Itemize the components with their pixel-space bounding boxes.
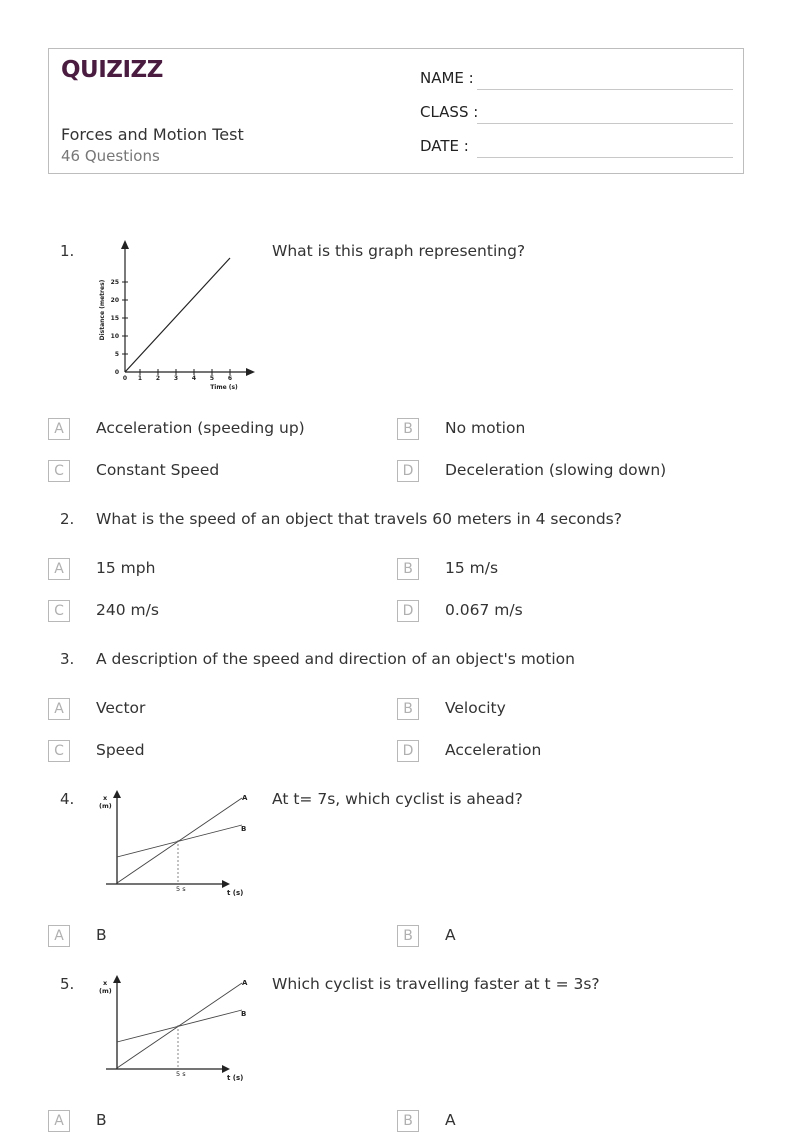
option-letter-box[interactable]: D: [397, 460, 419, 482]
option-letter-box[interactable]: D: [397, 600, 419, 622]
option-letter-box[interactable]: C: [48, 600, 70, 622]
question-number: 4.: [60, 790, 75, 808]
option-text: Constant Speed: [96, 461, 220, 479]
class-label: CLASS :: [420, 103, 479, 121]
option-letter-box[interactable]: A: [48, 418, 70, 440]
x-axis-label: t (s): [227, 889, 244, 897]
option-text: Acceleration (speeding up): [96, 419, 305, 437]
option-letter-box[interactable]: B: [397, 418, 419, 440]
distance-time-graph: [95, 238, 260, 393]
y-tick-label: 15: [110, 315, 119, 322]
class-field[interactable]: [477, 123, 733, 124]
x-tick-label: 4: [191, 375, 197, 382]
option-letter-box[interactable]: C: [48, 740, 70, 762]
line-b-label: B: [241, 825, 247, 833]
option-text: Acceleration: [445, 741, 542, 759]
time-mark: 5 s: [176, 1070, 186, 1078]
option-text: 240 m/s: [96, 601, 159, 619]
x-tick-label: 1: [137, 375, 143, 382]
option-letter-box[interactable]: B: [397, 698, 419, 720]
cyclist-position-graph: [96, 973, 256, 1085]
x-tick-label: 6: [227, 375, 233, 382]
x-tick-label: 5: [209, 375, 215, 382]
question-text: Which cyclist is travelling faster at t = 3s?: [272, 975, 600, 993]
date-field[interactable]: [477, 157, 733, 158]
x-tick-label: 0: [122, 375, 128, 382]
option-text: 0.067 m/s: [445, 601, 523, 619]
y-tick-label: 10: [110, 333, 119, 340]
y-tick-label: 20: [110, 297, 119, 304]
option-letter-box[interactable]: A: [48, 925, 70, 947]
line-a-label: A: [242, 794, 248, 802]
option-letter-box[interactable]: D: [397, 740, 419, 762]
time-mark: 5 s: [176, 885, 186, 893]
line-a-label: A: [242, 979, 248, 987]
option-text: Velocity: [445, 699, 506, 717]
option-letter-box[interactable]: B: [397, 1110, 419, 1132]
line-b-label: B: [241, 1010, 247, 1018]
question-number: 5.: [60, 975, 75, 993]
y-tick-label: 5: [114, 351, 119, 358]
option-text: Vector: [96, 699, 146, 717]
question-text: At t= 7s, which cyclist is ahead?: [272, 790, 523, 808]
question-text: A description of the speed and direction of an object's motion: [96, 650, 575, 668]
y-tick-label: 0: [114, 369, 119, 376]
option-letter-box[interactable]: C: [48, 460, 70, 482]
worksheet-header: [48, 48, 744, 174]
date-label: DATE :: [420, 137, 469, 155]
y-axis-label: Distance (metres): [99, 279, 106, 341]
quizizz-logo: QUIZIZZ: [61, 57, 163, 83]
question-number: 2.: [60, 510, 75, 528]
option-letter-box[interactable]: A: [48, 1110, 70, 1132]
x-axis-label: t (s): [227, 1074, 244, 1082]
y-axis-unit: (m): [99, 987, 112, 995]
cyclist-position-graph: [96, 788, 256, 900]
option-text: 15 mph: [96, 559, 156, 577]
question-text: What is this graph representing?: [272, 242, 526, 260]
y-tick-label: 25: [110, 279, 119, 286]
option-letter-box[interactable]: A: [48, 698, 70, 720]
name-field[interactable]: [477, 89, 733, 90]
option-letter-box[interactable]: B: [397, 925, 419, 947]
option-text: Speed: [96, 741, 145, 759]
worksheet-title: Forces and Motion Test: [61, 125, 244, 144]
option-text: Deceleration (slowing down): [445, 461, 667, 479]
option-text: B: [96, 1111, 107, 1129]
question-text: What is the speed of an object that travels 60 meters in 4 seconds?: [96, 510, 622, 528]
option-text: A: [445, 1111, 456, 1129]
option-text: 15 m/s: [445, 559, 499, 577]
name-label: NAME :: [420, 69, 474, 87]
y-axis-label: x: [103, 794, 108, 802]
option-letter-box[interactable]: A: [48, 558, 70, 580]
option-text: No motion: [445, 419, 526, 437]
question-count: 46 Questions: [61, 147, 160, 165]
x-tick-label: 2: [155, 375, 161, 382]
y-axis-label: x: [103, 979, 108, 987]
option-letter-box[interactable]: B: [397, 558, 419, 580]
option-text: B: [96, 926, 107, 944]
y-axis-unit: (m): [99, 802, 112, 810]
x-axis-label: Time (s): [210, 384, 238, 391]
question-number: 1.: [60, 242, 75, 260]
question-number: 3.: [60, 650, 75, 668]
x-tick-label: 3: [173, 375, 179, 382]
option-text: A: [445, 926, 456, 944]
